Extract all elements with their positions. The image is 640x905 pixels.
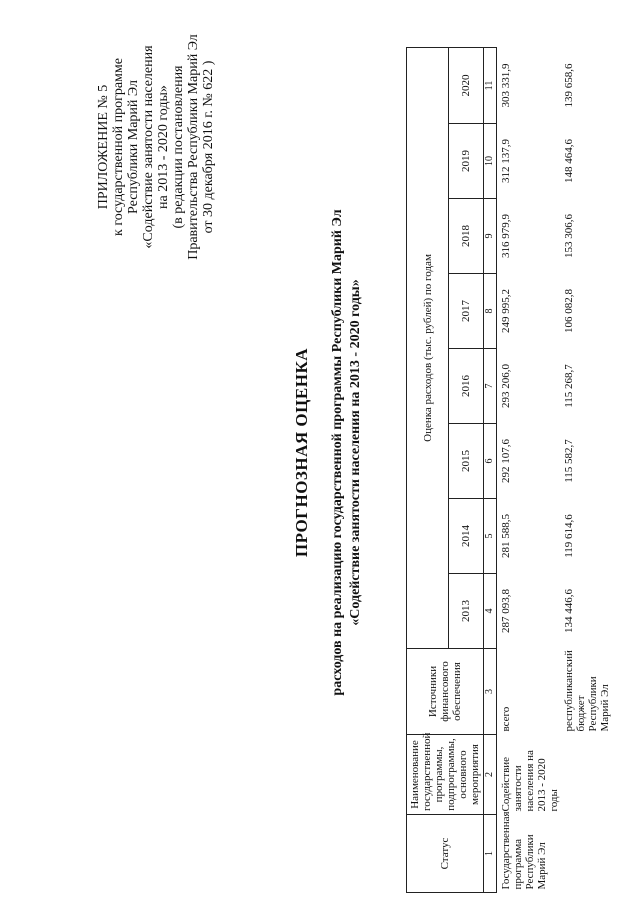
row-value: 139 658,6 xyxy=(563,63,575,108)
document-subtitle-program: «Содействие занятости населения на 2013 - 2020 годы» xyxy=(348,279,363,626)
row-name xyxy=(497,735,561,815)
column-number: 7 xyxy=(484,349,497,424)
row-source: республиканский бюджет Республики Марий Эл xyxy=(563,650,611,732)
header-year: 2013 xyxy=(449,574,484,649)
column-number: 3 xyxy=(484,649,497,735)
header-year: 2017 xyxy=(449,274,484,349)
appendix-line: (в редакции постановления xyxy=(171,65,186,229)
document-title: ПРОГНОЗНАЯ ОЦЕНКА xyxy=(292,347,311,558)
row-value: 119 614,6 xyxy=(563,514,575,558)
header-name: Наименование государственной программы, подпрограммы, основного мероприятия xyxy=(407,735,484,815)
column-number: 4 xyxy=(484,574,497,649)
row-value: 249 995,2 xyxy=(500,289,512,333)
appendix-line: на 2013 - 2020 годы» xyxy=(156,85,171,209)
column-number: 5 xyxy=(484,499,497,574)
row-value: 134 446,6 xyxy=(563,589,575,633)
appendix-line: Правительства Республики Марий Эл xyxy=(186,34,201,260)
table-header-row xyxy=(407,47,449,892)
table-row xyxy=(497,47,561,892)
header-year: 2020 xyxy=(449,47,484,123)
document-subtitle: расходов на реализацию государственной программы Республики Марий Эл xyxy=(330,209,345,696)
header-year: 2014 xyxy=(449,499,484,574)
row-status: Государственная программа Республики Марий Эл xyxy=(500,811,548,890)
appendix-line: ПРИЛОЖЕНИЕ № 5 xyxy=(96,84,111,210)
appendix-line: Республики Марий Эл xyxy=(126,80,141,214)
column-number: 2 xyxy=(484,735,497,815)
row-value: 312 137,9 xyxy=(500,139,512,183)
column-number: 10 xyxy=(484,124,497,199)
row-value: 281 588,5 xyxy=(500,514,512,558)
row-name-main: Содействие занятости населения xyxy=(500,756,536,812)
row-value: 303 331,9 xyxy=(500,63,512,108)
appendix-line: к государственной программе xyxy=(111,58,126,236)
header-year: 2018 xyxy=(449,199,484,274)
column-number: 6 xyxy=(484,424,497,499)
row-value: 115 268,7 xyxy=(563,364,575,408)
column-number: 8 xyxy=(484,274,497,349)
row-value: 115 582,7 xyxy=(563,439,575,483)
column-number-row xyxy=(484,47,497,892)
header-year: 2019 xyxy=(449,124,484,199)
header-year: 2016 xyxy=(449,349,484,424)
appendix-line: от 30 декабря 2016 г. № 622 ) xyxy=(201,60,216,234)
row-value: 153 306,6 xyxy=(563,214,575,258)
column-number: 9 xyxy=(484,199,497,274)
row-value: 287 093,8 xyxy=(500,589,512,633)
appendix-note xyxy=(96,29,216,265)
row-value: 292 107,6 xyxy=(500,439,512,483)
header-status: Статус xyxy=(407,815,484,893)
appendix-line: «Содействие занятости населения xyxy=(141,45,156,249)
row-value: 316 979,9 xyxy=(500,214,512,258)
row-value: 293 206,0 xyxy=(500,364,512,408)
row-source: всего xyxy=(500,706,512,732)
row-name-suffix: на xyxy=(524,750,536,761)
expense-forecast-table xyxy=(406,47,611,893)
row-status xyxy=(560,815,611,893)
column-number: 11 xyxy=(484,47,497,123)
header-year: 2015 xyxy=(449,424,484,499)
row-value: 148 464,6 xyxy=(563,139,575,183)
row-value: 106 082,8 xyxy=(563,289,575,333)
row-name xyxy=(560,735,611,815)
header-estimate: Оценка расходов (тыс. рублей) по годам xyxy=(407,47,449,648)
table-row xyxy=(560,47,611,892)
row-name-end: 2013 - 2020 годы xyxy=(536,758,560,812)
column-number: 1 xyxy=(484,815,497,893)
header-sources: Источники финансового обеспечения xyxy=(407,649,484,735)
